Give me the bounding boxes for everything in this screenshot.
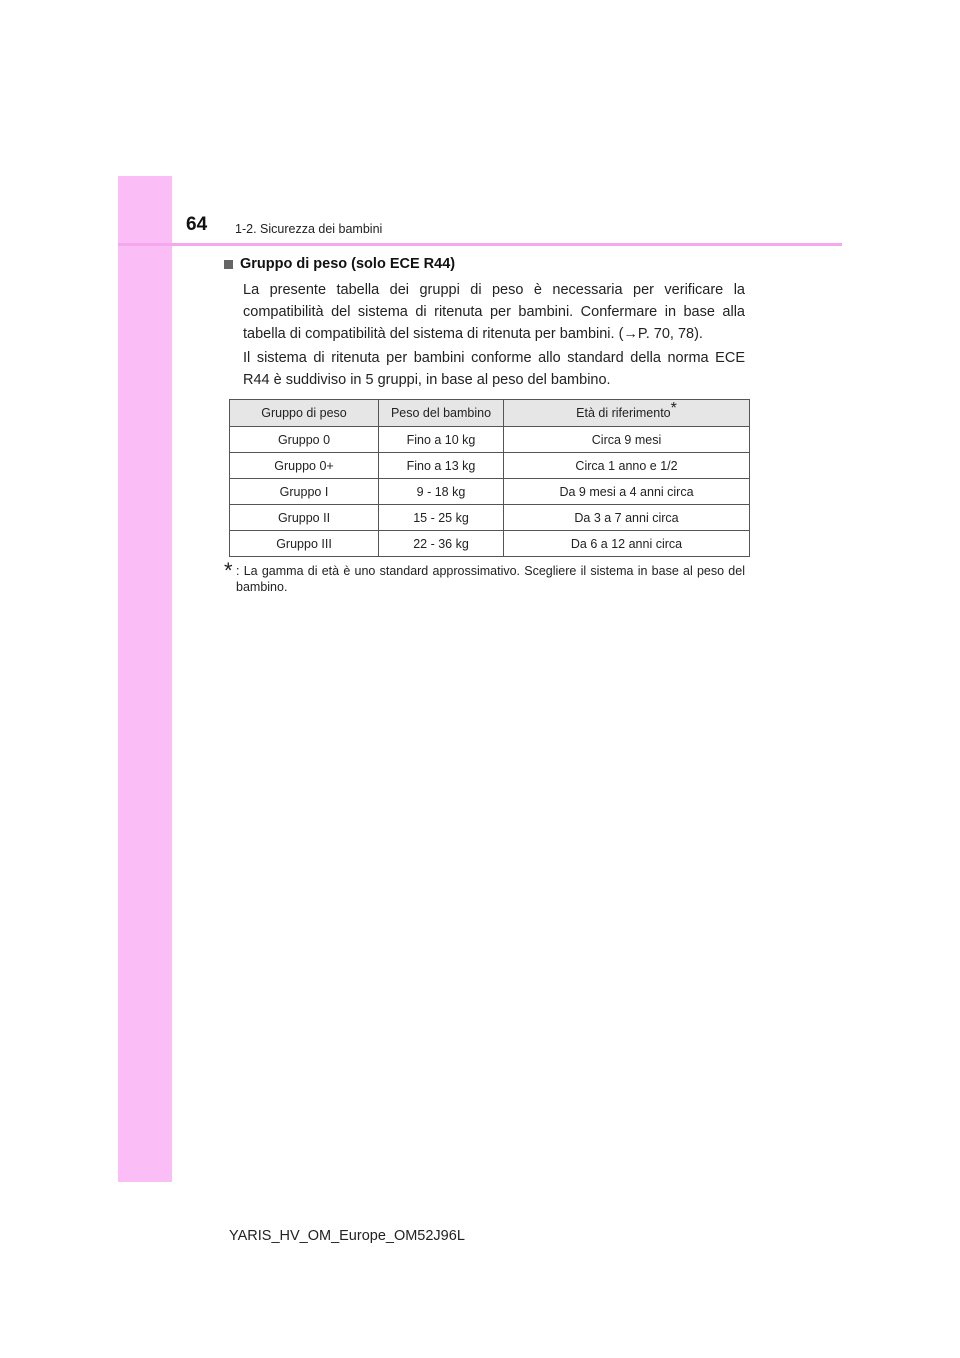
- table-row: [230, 453, 750, 479]
- table-row: [230, 479, 750, 505]
- table-row: [230, 505, 750, 531]
- table-cell: Gruppo III: [230, 531, 379, 557]
- paragraph-intro: La presente tabella dei gruppi di peso è necessaria per verificare la compatibilità del sistema di ritenuta per bambini. Confermare in base alla tabella di compatibilità del sistema di ritenuta per bambini. (→P. 70, 78).: [243, 282, 745, 342]
- table-cell: Circa 1 anno e 1/2: [504, 453, 750, 479]
- table-row: [230, 531, 750, 557]
- table-cell: Fino a 13 kg: [379, 453, 504, 479]
- table-cell: Da 9 mesi a 4 anni circa: [504, 479, 750, 505]
- table-cell: Gruppo 0: [230, 427, 379, 453]
- column-header-age: [504, 400, 750, 427]
- table-cell: 15 - 25 kg: [379, 505, 504, 531]
- section-title: 1-2. Sicurezza dei bambini: [235, 222, 383, 236]
- weight-group-table: [229, 399, 750, 557]
- table-cell: Da 6 a 12 anni circa: [504, 531, 750, 557]
- table-cell: Circa 9 mesi: [504, 427, 750, 453]
- table-row: [230, 427, 750, 453]
- table-cell: Gruppo I: [230, 479, 379, 505]
- column-header-weight: Peso del bambino: [379, 400, 504, 427]
- side-tab-band: [118, 176, 172, 1182]
- footnote-star: *: [224, 558, 233, 583]
- paragraph-groups: Il sistema di ritenuta per bambini conforme allo standard della norma ECE R44 è suddiviso in 5 gruppi, in base al peso del bambino.: [243, 350, 745, 388]
- section-heading: [224, 256, 455, 272]
- column-header-group: Gruppo di peso: [230, 400, 379, 427]
- table-cell: Da 3 a 7 anni circa: [504, 505, 750, 531]
- footnote-marker: *: [670, 400, 677, 417]
- page-number: 64: [186, 214, 208, 235]
- table-header-row: [230, 400, 750, 427]
- table-cell: 22 - 36 kg: [379, 531, 504, 557]
- heading-text: Gruppo di peso (solo ECE R44): [240, 256, 456, 272]
- table-cell: 9 - 18 kg: [379, 479, 504, 505]
- footnote-text: : La gamma di età è uno standard approssimativo. Scegliere il sistema in base al peso del bambino.: [236, 564, 745, 594]
- table-cell: Gruppo II: [230, 505, 379, 531]
- header-rule: [118, 243, 842, 246]
- document-id: YARIS_HV_OM_Europe_OM52J96L: [229, 1228, 465, 1244]
- footnote: [224, 558, 745, 595]
- table-cell: Fino a 10 kg: [379, 427, 504, 453]
- table-cell: Gruppo 0+: [230, 453, 379, 479]
- column-header-age-label: Età di riferimento: [576, 406, 671, 420]
- square-bullet-icon: [224, 260, 233, 269]
